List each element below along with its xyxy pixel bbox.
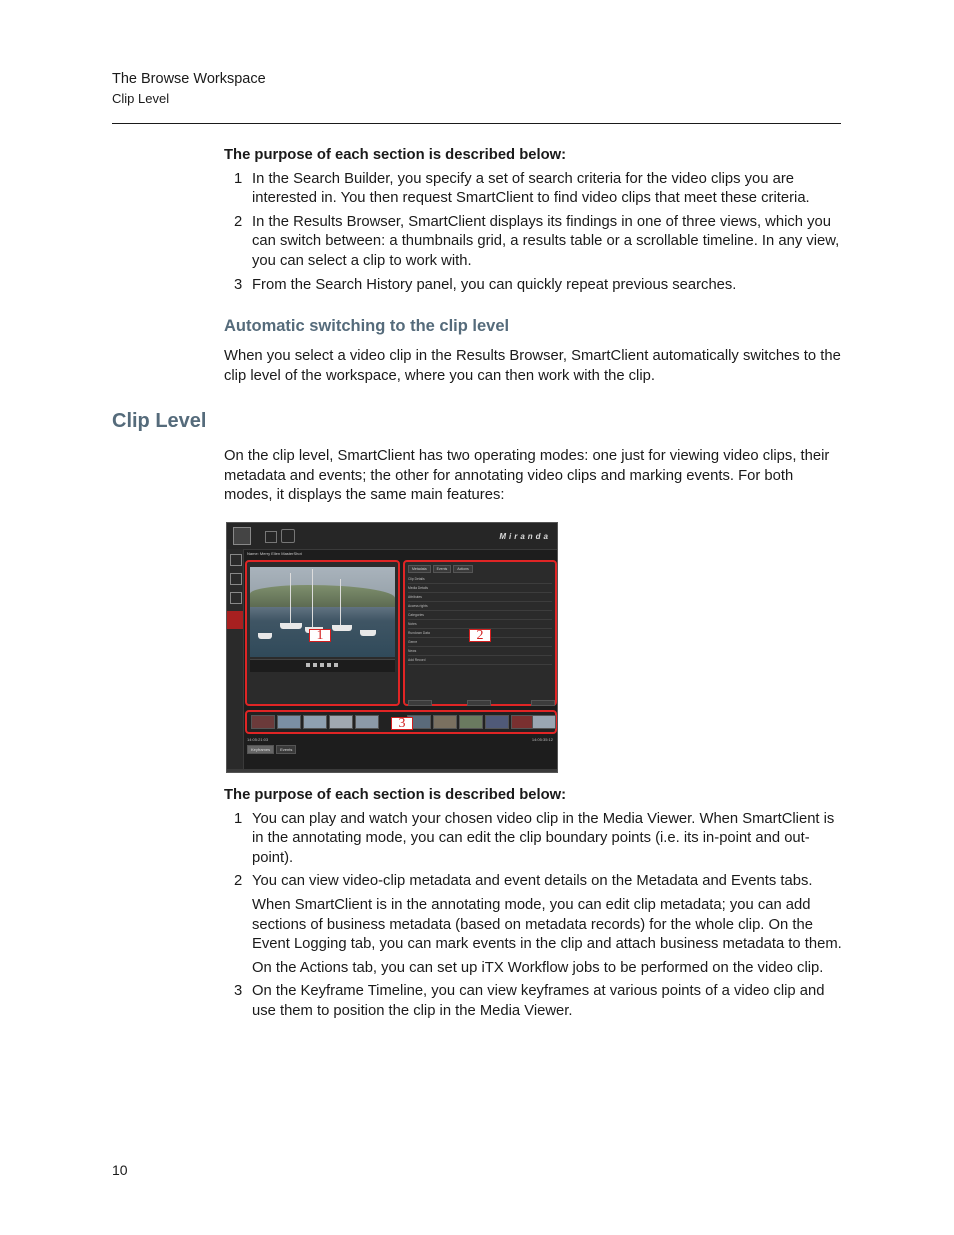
- mast: [312, 569, 313, 627]
- tab-events: Events: [276, 745, 296, 754]
- auto-switch-heading: Automatic switching to the clip level: [224, 317, 510, 335]
- fast-forward-icon: [334, 663, 338, 667]
- brand-logo: Miranda: [499, 532, 551, 541]
- metadata-row: Genre: [408, 638, 552, 647]
- keyframe-thumb: [355, 715, 379, 729]
- item-text: From the Search History panel, you can quickly repeat previous searches.: [252, 276, 737, 293]
- page-number: 10: [112, 1162, 128, 1178]
- item-number: 1: [234, 170, 243, 187]
- keyframe-thumb: [303, 715, 327, 729]
- hillside: [250, 585, 395, 607]
- keyframe-thumb: [485, 715, 509, 729]
- item-text: On the Keyframe Timeline, you can view keyframes at various points of a video clip and use them to position the clip in the Media Viewer.: [252, 983, 825, 1019]
- keyframe-thumb: [532, 715, 556, 729]
- metadata-row: Categories: [408, 611, 552, 620]
- tab-actions: Actions: [453, 565, 472, 573]
- keyframe-thumb: [251, 715, 275, 729]
- list-item: [224, 810, 844, 869]
- boat: [332, 625, 352, 631]
- boat: [360, 630, 376, 636]
- search-icon: [281, 529, 295, 543]
- metadata-row: News: [408, 647, 552, 656]
- keyframe-thumb: [329, 715, 353, 729]
- panel-button: [408, 700, 432, 706]
- playback-controls: [250, 659, 395, 672]
- search-icon: [230, 592, 242, 604]
- list-item: [224, 872, 844, 978]
- item-number: 1: [234, 810, 243, 827]
- rewind-icon: [306, 663, 310, 667]
- grid-icon: [230, 554, 242, 566]
- item-text: In the Results Browser, SmartClient displays its findings in one of three views, which you can switch between: a thumbnails grid, a results table or a scrollable timeline. In any view, you can select a clip to work with.: [252, 213, 840, 269]
- step-back-icon: [313, 663, 317, 667]
- header-rule: [112, 123, 841, 124]
- tab-metadata: Metadata: [408, 565, 431, 573]
- clip-level-intro: On the clip level, SmartClient has two operating modes: one just for viewing video clips, their metadata and events; the other for annotating video clips and marking events. For both modes, it displays the same main features:: [224, 448, 830, 504]
- tab-events: Events: [433, 565, 452, 573]
- app-toolbar: [227, 523, 557, 550]
- item-number: 2: [234, 873, 243, 890]
- home-icon: [233, 527, 251, 545]
- metadata-row: Access rights: [408, 602, 552, 611]
- toolbar-icon: [265, 531, 277, 543]
- metadata-row: Attributes: [408, 593, 552, 602]
- boat: [280, 623, 302, 629]
- step-forward-icon: [327, 663, 331, 667]
- running-header-subtitle: Clip Level: [112, 91, 170, 106]
- callout-3: 3: [391, 717, 413, 730]
- callout-1: 1: [309, 629, 331, 642]
- item-text: You can play and watch your chosen video clip in the Media Viewer. When SmartClient is in the annotating mode, you can edit the clip boundary points (i.e. its in-point and out-point).: [252, 810, 835, 866]
- keyframe-thumb: [433, 715, 457, 729]
- panel-button: [467, 700, 491, 706]
- list-item: [224, 276, 844, 296]
- callout-2: 2: [469, 629, 491, 642]
- clip-purpose-lead: The purpose of each section is described below:: [224, 787, 567, 803]
- item-text: In the Search Builder, you specify a set of search criteria for the video clips you are interested in. You then request SmartClient to find video clips that meet these criteria.: [252, 170, 810, 207]
- app-sidebar: [227, 549, 244, 773]
- clip-level-icon: [227, 611, 243, 629]
- play-icon: [320, 663, 324, 667]
- list-item: [224, 170, 844, 209]
- timecode-end: 14:05:35:12: [531, 737, 553, 742]
- list-icon: [230, 573, 242, 585]
- item-paragraph: On the Actions tab, you can set up iTX Workflow jobs to be performed on the video clip.: [252, 959, 824, 976]
- metadata-row: Media Details: [408, 584, 552, 593]
- timeline-tabs: [247, 745, 298, 754]
- metadata-row: Clip Details: [408, 575, 552, 584]
- item-number: 3: [234, 983, 243, 1000]
- list-item: [224, 982, 844, 1021]
- item-text: You can view video-clip metadata and event details on the Metadata and Events tabs.: [252, 873, 813, 890]
- list-item: [224, 213, 844, 272]
- video-frame: [250, 567, 395, 657]
- search-purpose-list: [224, 170, 844, 296]
- clip-level-heading: Clip Level: [112, 410, 207, 432]
- keyframe-thumb: [277, 715, 301, 729]
- boat: [258, 633, 272, 639]
- clip-purpose-block: [224, 786, 844, 1026]
- search-purpose-block: [224, 146, 844, 299]
- metadata-tabs: [408, 565, 475, 573]
- breadcrumb: Name: Merry Ellen MasterShot: [247, 551, 302, 556]
- item-number: 3: [234, 276, 243, 293]
- item-paragraph: When SmartClient is in the annotating mode, you can edit clip metadata; you can add sections of business metadata (based on metadata records) for the whole clip. On the Event Logging tab, you can mark events in the clip and attach business metadata to them.: [252, 896, 842, 953]
- auto-switch-text: When you select a video clip in the Results Browser, SmartClient automatically switches to the clip level of the workspace, where you can then work with the clip.: [224, 348, 841, 384]
- mast: [290, 573, 291, 623]
- item-number: 2: [234, 213, 243, 230]
- clip-purpose-list: [224, 810, 844, 1022]
- status-strip: [227, 769, 557, 772]
- metadata-row: Rundown Data: [408, 629, 552, 638]
- add-record-row: Add Record: [408, 656, 552, 665]
- search-purpose-lead: The purpose of each section is described below:: [224, 147, 567, 163]
- keyframe-thumb: [459, 715, 483, 729]
- running-header-title: The Browse Workspace: [112, 71, 266, 87]
- timecode-start: 14:05:21:03: [247, 737, 269, 742]
- metadata-row: Notes: [408, 620, 552, 629]
- clip-level-screenshot: [226, 522, 558, 773]
- mast: [340, 579, 341, 625]
- tab-keyframes: Keyframes: [247, 745, 274, 754]
- panel-button: [531, 700, 555, 706]
